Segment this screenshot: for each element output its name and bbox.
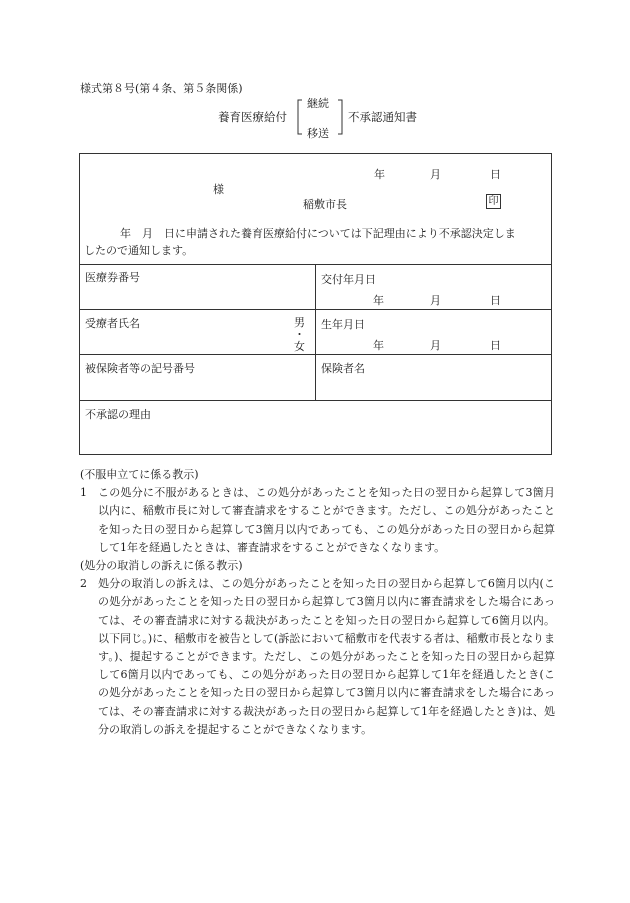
issuer-name: 稲敷市長 <box>303 198 347 211</box>
objection-heading: (不服申立てに係る教示) <box>80 468 199 481</box>
form-number: 様式第８号(第４条、第５条関係) <box>80 82 243 95</box>
option-continuation: 継続 <box>307 97 329 110</box>
notice-day: 日 <box>490 168 501 181</box>
lawsuit-number: 2 <box>80 577 87 591</box>
sex-female: 女 <box>294 340 305 353</box>
birth-date-year: 年 <box>373 339 384 352</box>
option-transfer: 移送 <box>307 127 329 140</box>
insurer-name-label: 保険者名 <box>321 362 365 375</box>
title-left: 養育医療給付 <box>218 110 287 124</box>
birth-date-label: 生年月日 <box>321 318 365 331</box>
objection-text: この処分に不服があるときは、この処分があったことを知った日の翌日から起算して3箇月以内に、稲敷市長に対して審査請求をすることができます。ただし、この処分があったことを知った日の翌日から起算して3箇月以内であっても、この処分があった日の翌日から起算して1年を経過したときは、審査請求をすることができなくなります。 <box>98 486 555 554</box>
lawsuit-heading: (処分の取消しの訴えに係る教示) <box>80 559 243 573</box>
title-right: 不承認通知書 <box>348 110 417 124</box>
patient-name-label: 受療者氏名 <box>85 317 140 330</box>
birth-date-month: 月 <box>430 339 441 352</box>
sex-separator: ・ <box>294 328 305 341</box>
form-table <box>79 153 552 455</box>
issue-date-year: 年 <box>373 294 384 307</box>
notice-body-line2: したので通知します。 <box>84 244 194 257</box>
column-divider <box>315 264 316 400</box>
objection-item <box>80 484 555 557</box>
objection-number: 1 <box>80 486 87 500</box>
instruction-notes <box>80 466 555 739</box>
birth-date-day: 日 <box>490 339 501 352</box>
insured-symbol-label: 被保険者等の記号番号 <box>85 362 195 375</box>
notice-month: 月 <box>430 168 441 181</box>
lawsuit-text: 処分の取消しの訴えは、この処分があったことを知った日の翌日から起算して6箇月以内(この処分があったことを知った日の翌日から起算して3箇月以内に審査請求をした場合にあっては、その審査請求に対する裁決があったことを知った日の翌日から起算して6箇月以内。以下同じ。)に、稲敷市を被告として(訴訟において稲敷市を代表する者は、稲敷市長となります。)、提起することができます。ただし、この処分があったことを知った日の翌日から起算して6箇月以内であっても、この処分があった日の翌日から起算して1年を経過したとき(この処分があったことを知った日の翌日から起算して3箇月以内に審査請求をした場合にあっては、その審査請求に対する裁決があった日の翌日から起算して1年を経過したとき)は、処分の取消しの訴えを提起することができなくなります。 <box>98 577 555 736</box>
issue-date-day: 日 <box>490 294 501 307</box>
issue-date-label: 交付年月日 <box>321 273 376 286</box>
seal-icon: 印 <box>486 194 501 209</box>
row-divider <box>80 400 551 401</box>
certificate-no-label: 医療券番号 <box>85 271 140 284</box>
seal-mark <box>486 194 501 209</box>
reason-label: 不承認の理由 <box>85 408 151 421</box>
issue-date-month: 月 <box>430 294 441 307</box>
notice-year: 年 <box>374 168 385 181</box>
notice-body-line1: 年 月 日に申請された養育医療給付については下記理由により不承認決定しま <box>120 227 516 240</box>
lawsuit-item <box>80 575 555 739</box>
sex-male: 男 <box>294 316 305 329</box>
addressee-suffix: 様 <box>213 183 224 196</box>
